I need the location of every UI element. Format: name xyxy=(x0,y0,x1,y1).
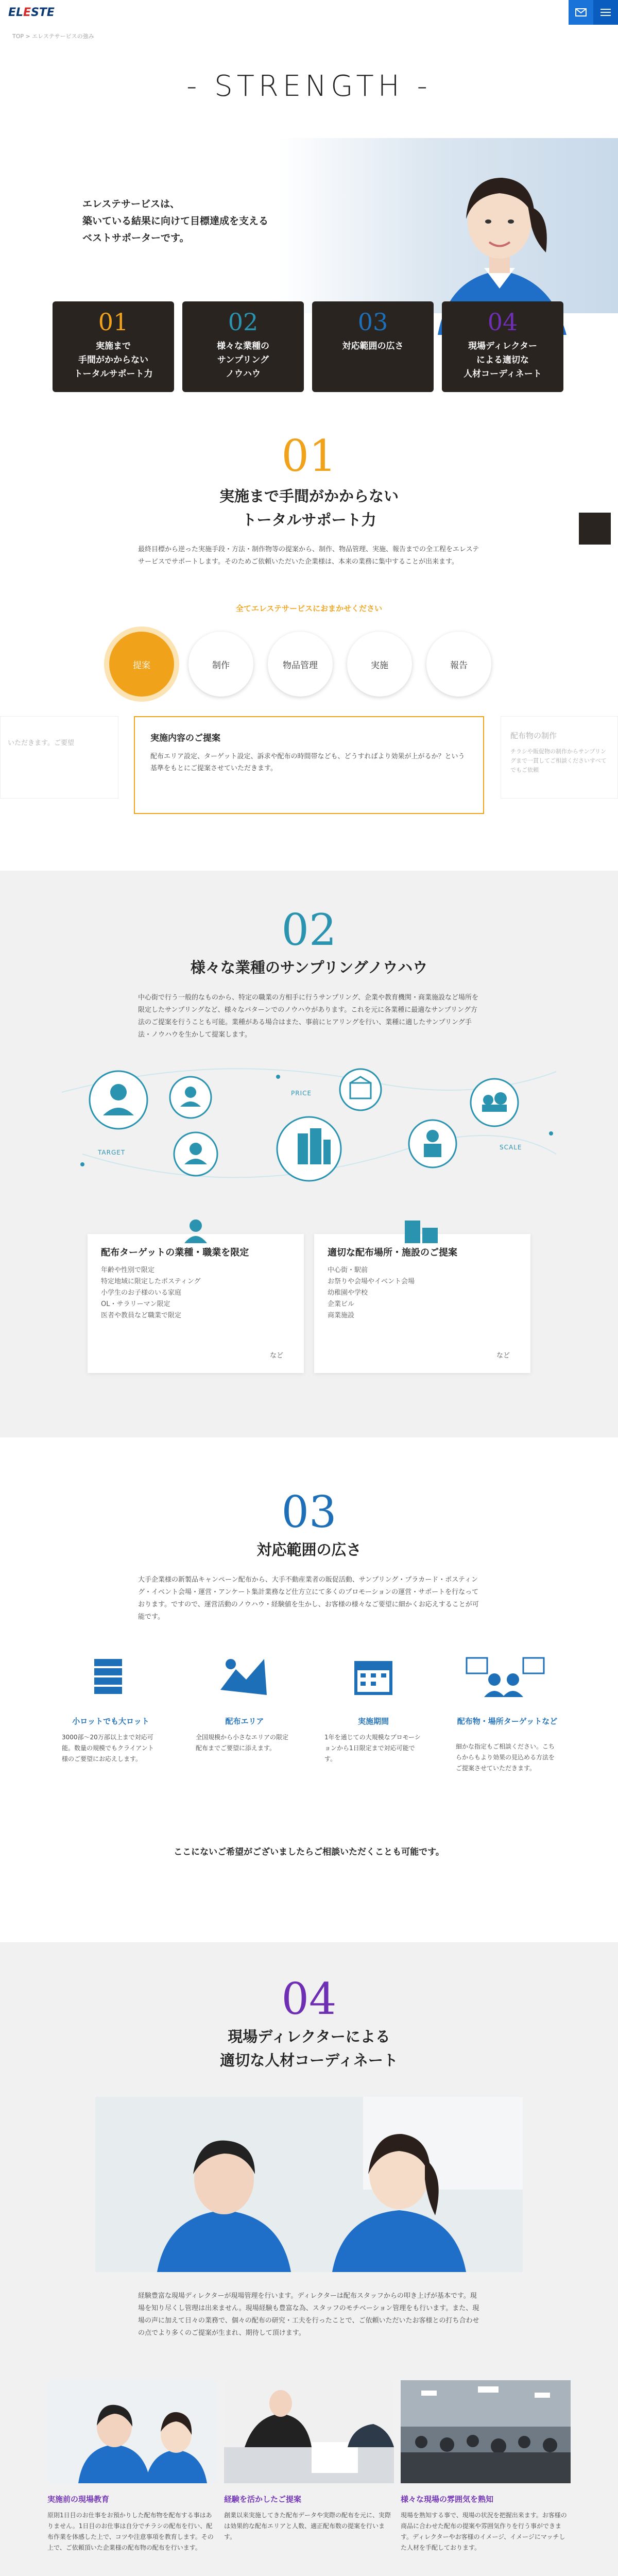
section-title-02: 様々な業種のサンプリングノウハウ xyxy=(190,959,428,976)
breadcrumb: TOP > エレステサービスの強み xyxy=(12,33,94,40)
building-icon xyxy=(402,1218,443,1244)
step-inventory[interactable] xyxy=(268,632,333,697)
list-item: 企業ビル xyxy=(328,1300,355,1308)
hero-lead xyxy=(82,196,268,247)
stack-icon xyxy=(90,1654,126,1700)
slide-title: 実施内容のご提案 xyxy=(150,733,220,743)
mail-icon xyxy=(575,8,587,16)
header xyxy=(0,0,618,25)
feature-number: 03 xyxy=(357,308,388,336)
card-title: 適切な配布場所・施設のご提案 xyxy=(328,1247,457,1258)
slide-next-title: 配布物の制作 xyxy=(510,731,557,740)
scope-item-title: 配布物・場所ターゲットなど xyxy=(457,1717,558,1726)
label-scale: SCALE xyxy=(500,1144,522,1151)
step-label: 制作 xyxy=(212,660,230,671)
map-delivery-icon xyxy=(215,1654,272,1700)
scope-item-text: 全国規模から小さなエリアの限定配布までご要望に添えます。 xyxy=(196,1734,289,1752)
sampling-illustration xyxy=(62,1051,556,1206)
feature-number: 01 xyxy=(98,308,129,336)
section-para-01: 最終目標から逆った実施手段・方法・制作物等の提案から、制作、物品管理、実施、報告までの全工程をエレステサービスでサポートします。そのためご依頼いただいた企業様は、本来の業務に集中することが出来ます。 xyxy=(138,546,479,566)
scope-item-text: 3000部〜20万部以上まで対応可能。数量の規模でもクライアント様のご要望にお応えします。 xyxy=(62,1734,154,1762)
section-para-03: 大手企業様の新製品キャンペーン配布から、大手不動産業者の販促活動、サンプリング・プラカード・ポスティング・イベント会場・運営・アンケート集計業務など仕方立にて多くのプロモーションの運営・サポートを行なっております。ですので、運営活動のノウハウ・経験値を生かし、お客様の様々なご要望に細かくお応えすることが可能です。 xyxy=(138,1576,479,1621)
section-title-01 xyxy=(0,484,618,532)
card-list xyxy=(328,1265,517,1321)
feature-card-02[interactable] xyxy=(182,301,304,392)
hero-lead-line: 築いている結果に向けて目標達成を支える xyxy=(82,215,269,227)
scope-item-title: 小ロットでも大ロット xyxy=(72,1717,149,1726)
section-para-02: 中心街で行う一般的なものから、特定の職業の方相手に行うサンプリング、企業や教育機関・商業施設など場所を限定したサンプリングなど、様々なパターンでのノウハウがあります。これを元に各業種に最適なサンプリング方法のご提案を行うことも可能。業種がある場合はまた、事前にヒアリングを行い、業種に適したサンプリング手法・ノウハウを生かして提案します。 xyxy=(138,994,479,1039)
meeting-photo xyxy=(224,2380,394,2483)
section-subhead-01: 全てエレステサービスにおまかせください xyxy=(235,604,383,613)
section-title-line: 現場ディレクターによる xyxy=(228,2028,390,2045)
feature-text: サンプリング xyxy=(217,355,269,365)
feature-card-04[interactable] xyxy=(442,301,563,392)
section-title-line: 適切な人材コーディネート xyxy=(220,2052,398,2069)
slide-next[interactable] xyxy=(501,716,618,799)
list-item: 特定地域に限定したポスティング xyxy=(101,1278,201,1285)
card-title: 配布ターゲットの業種・職業を限定 xyxy=(101,1247,249,1258)
step-label: 実施 xyxy=(371,660,388,671)
director-col-title: 実施前の現場教育 xyxy=(47,2495,110,2504)
directors-photo xyxy=(95,2097,523,2272)
section-number-04: 04 xyxy=(281,1974,337,2024)
slide-next-text: チラシや販促物の制作からサンプリングまで一貫してご相談くださいすべてでもご依頼 xyxy=(510,748,607,773)
card-list xyxy=(101,1265,290,1321)
feature-text: ノウハウ xyxy=(226,369,261,379)
step-label: 報告 xyxy=(450,660,468,671)
step-production[interactable] xyxy=(188,632,253,697)
step-label: 提案 xyxy=(133,660,150,671)
list-item: 商業施設 xyxy=(328,1312,355,1319)
section-number-03: 03 xyxy=(281,1487,337,1537)
people-schedule-icon xyxy=(464,1654,546,1700)
section-title-04 xyxy=(0,2025,618,2072)
step-report[interactable] xyxy=(426,632,491,697)
step-label: 物品管理 xyxy=(283,660,318,671)
scope-item-text: 細かな指定もご相談ください。こちらからもより効果の見込める方法をご提案させていただきます。 xyxy=(456,1743,555,1772)
scope-item-title: 実施期間 xyxy=(357,1717,389,1726)
step-execution[interactable] xyxy=(347,632,412,697)
scope-item-title: 配布エリア xyxy=(225,1717,264,1726)
label-price: PRICE xyxy=(291,1090,312,1097)
director-col-title: 経験を活かしたご提案 xyxy=(224,2495,302,2504)
scope-note: ここにないご希望がございましたらご相談いただくことも可能です。 xyxy=(174,1847,444,1857)
list-item: OL・サラリーマン限定 xyxy=(101,1300,170,1308)
card-place-proposal xyxy=(314,1234,530,1373)
section-para-04: 経験豊富な現場ディレクターが現場管理を行います。ディレクターは配布スタッフからの叩き上げが基本です。現場を知り尽くし管理は出来ません。現場経験も豊富な為、スタッフのモチベーション管理をも行います。また、現場の声に加えて日々の業務で、個々の配布の研究・工夫を行ったことで、ご依頼いただいたお客様との打ち合わせの点でより多くのご提案が生まれ、期待して頂けます。 xyxy=(138,2292,479,2337)
list-item: 年齢や性別で限定 xyxy=(101,1266,155,1274)
person-icon xyxy=(180,1218,211,1244)
mail-button[interactable] xyxy=(569,0,593,25)
director-col-text: 原則1日目のお仕事をお預かりした配布物を配布する事はありません。1日目のお仕事は自分でチラシの配布を行い、配布作業を体感した上で、コツや注意事項を教育します。その上で、ご依頼頂いた企業様の配布物の配布を行います。 xyxy=(47,2512,214,2551)
list-item: 幼稚園や学校 xyxy=(328,1289,368,1297)
section-title-line: 実施まで手間がかからない xyxy=(219,487,399,505)
feature-card-03[interactable] xyxy=(312,301,434,392)
director-col-title: 様々な現場の雰囲気を熟知 xyxy=(401,2495,494,2504)
card-etc: など xyxy=(496,1352,510,1360)
label-target: TARGET xyxy=(98,1149,126,1156)
scope-item-text: 1年を通じての大規模なプロモーションから1日限定まで対応可能です。 xyxy=(324,1734,421,1762)
feature-text: 人材コーディネート xyxy=(464,369,542,379)
menu-button[interactable] xyxy=(593,0,618,25)
section-title-03: 対応範囲の広さ xyxy=(256,1541,362,1558)
feature-text: による適切な xyxy=(476,355,529,365)
step-proposal[interactable] xyxy=(109,632,174,697)
hero-lead-line: ベストサポーターです。 xyxy=(82,232,190,244)
feature-text: 対応範囲の広さ xyxy=(342,341,404,351)
page-top-button[interactable] xyxy=(579,513,611,545)
section-number-01: 01 xyxy=(281,431,337,481)
slide-prev[interactable] xyxy=(0,716,118,799)
feature-text: 実施まで xyxy=(96,341,131,351)
slide-current[interactable] xyxy=(134,716,484,814)
feature-text: トータルサポート力 xyxy=(74,369,153,379)
site-logo[interactable]: ELESTE xyxy=(8,6,55,19)
director-col-text: 創業以来実施してきた配布データや実際の配布を元に、実際は効果的な配布エリアと人数、適正配布数の提案を行います。 xyxy=(224,2512,391,2540)
section-number-02: 02 xyxy=(281,905,337,955)
list-item: 中心街・駅前 xyxy=(328,1266,368,1274)
hamburger-icon xyxy=(600,12,611,13)
feature-number: 02 xyxy=(228,308,259,336)
page-title: - STRENGTH - xyxy=(186,70,432,103)
card-target-limit xyxy=(88,1234,304,1373)
list-item: 医者や教員など職業で限定 xyxy=(101,1312,182,1319)
director-col-text: 現場を熟知する事で、現場の状況を把握出来ます。お客様の商品に合わせた配布の提案や雰囲気作りを行う事ができます。ディレクターやお客様のイメージ、イメージにマッチした人材を手配しております。 xyxy=(401,2512,567,2551)
training-photo xyxy=(47,2380,217,2483)
feature-card-01[interactable] xyxy=(53,301,174,392)
section-title-line: トータルサポート力 xyxy=(242,511,376,529)
feature-text: 手間がかからない xyxy=(78,355,148,365)
card-etc: など xyxy=(269,1352,283,1360)
list-item: 小学生のお子様のいる家庭 xyxy=(101,1289,182,1297)
list-item: お祭りや会場やイベント会場 xyxy=(328,1278,415,1285)
feature-text: 現場ディレクター xyxy=(468,341,537,351)
calendar-icon xyxy=(350,1654,397,1700)
slide-text: 配布エリア設定、ターゲット設定、訴求や配布の時間帯なども、どうすればより効果が上がるか？という基準をもとにご提案させていただきます。 xyxy=(150,753,465,772)
slide-prev-text: いただきます。ご要望 xyxy=(8,739,74,747)
feature-text: 様々な業種の xyxy=(217,341,269,351)
crowd-photo xyxy=(401,2380,571,2483)
feature-number: 04 xyxy=(487,308,518,336)
hero-lead-line: エレステサービスは、 xyxy=(82,198,180,210)
